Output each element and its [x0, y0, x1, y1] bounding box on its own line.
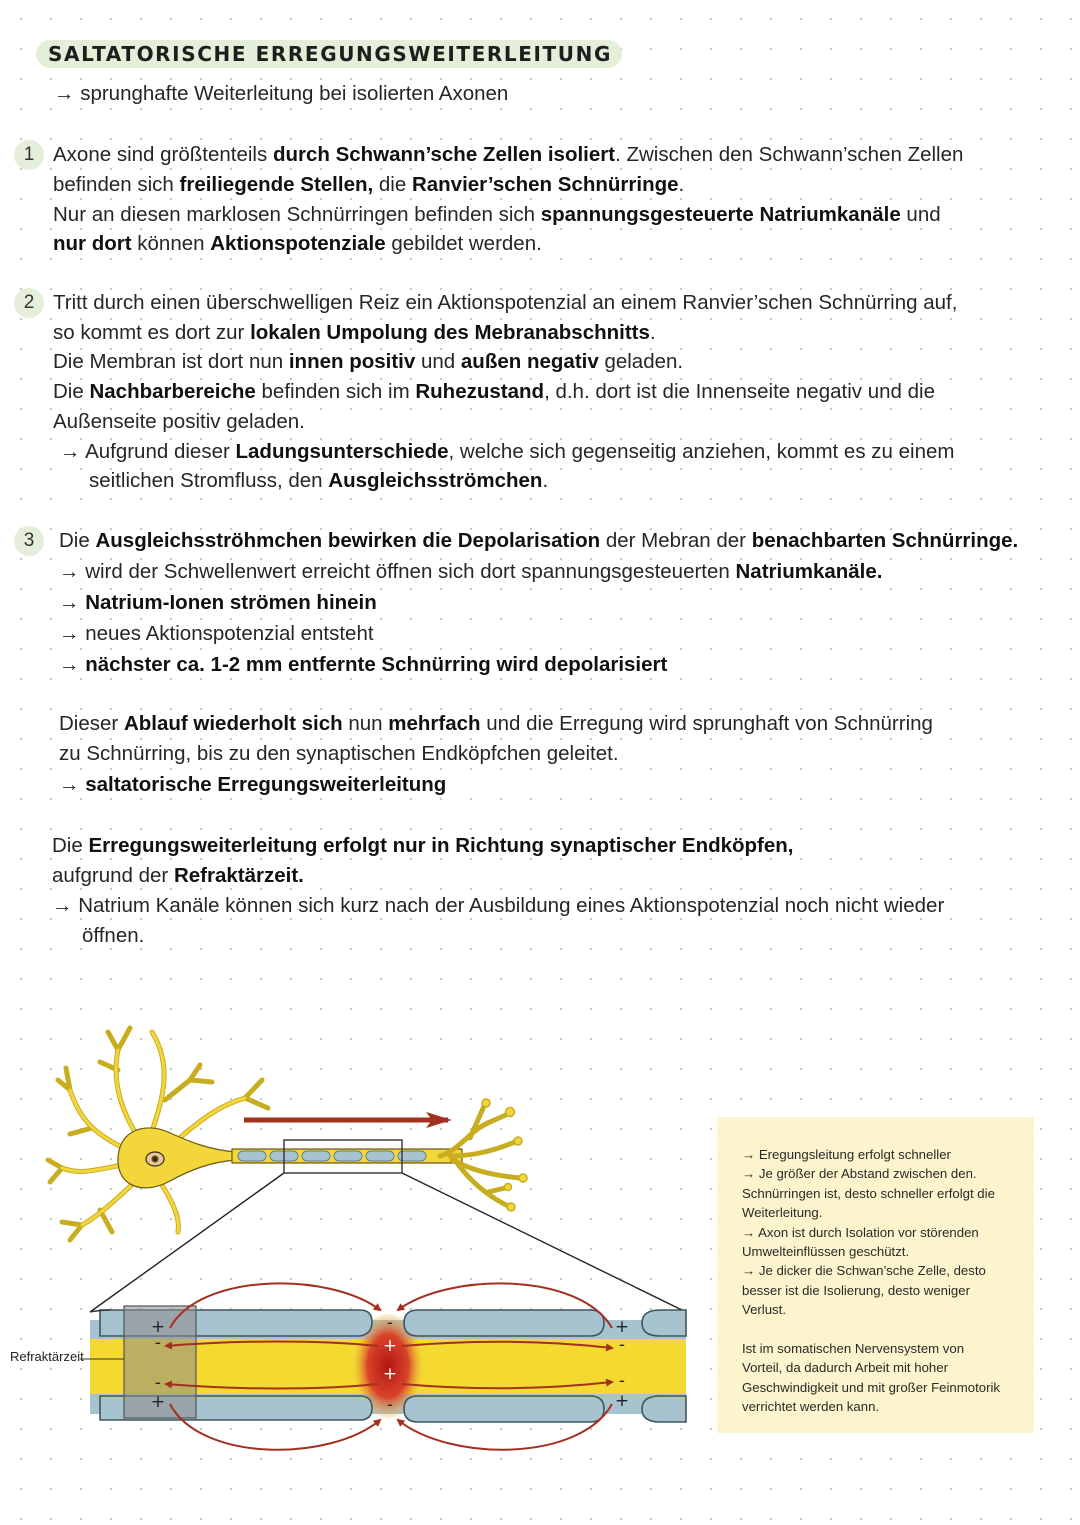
section-number-1: 1 — [14, 140, 44, 170]
section-2-line-4: Die Nachbarbereiche befinden sich im Ruhezustand, d.h. dort ist die Innenseite negativ und die — [53, 380, 935, 403]
info-line: Geschwindigkeit und mit großer Feinmotorik — [742, 1379, 1000, 1395]
svg-text:-: - — [618, 1371, 626, 1391]
section-4-line-3: → saltatorische Erregungsweiterleitung — [59, 773, 447, 796]
info-line: → Je dicker die Schwan’sche Zelle, desto — [742, 1263, 986, 1279]
svg-text:-: - — [386, 1313, 394, 1333]
info-line: → Axon ist durch Isolation vor störenden — [742, 1224, 979, 1240]
saltatory-conduction-figure — [0, 1010, 710, 1460]
section-3-line-3: → Natrium-Ionen strömen hinein — [59, 591, 377, 614]
svg-text:+: + — [382, 1336, 398, 1356]
neuron — [48, 1028, 527, 1240]
section-3-line-2: → wird der Schwellenwert erreicht öffnen sich dort spannungsgesteuerten Natriumkanäle. — [59, 560, 883, 583]
section-3-line-5: → nächster ca. 1-2 mm entfernte Schnürring wird depolarisiert — [59, 653, 668, 676]
section-2-line-3: Die Membran ist dort nun innen positiv und außen negativ geladen. — [53, 350, 684, 373]
section-1-line-3: Nur an diesen marklosen Schnürringen befinden sich spannungsgesteuerte Natriumkanäle und — [53, 203, 941, 226]
refractory-label: Refraktärzeit — [10, 1349, 84, 1364]
svg-text:+: + — [150, 1317, 166, 1337]
section-2-line-1: Tritt durch einen überschwelligen Reiz ein Aktionspotenzial an einem Ranvier’schen Schnürring auf, — [53, 291, 958, 314]
section-4-line-2: zu Schnürring, bis zu den synaptischen Endköpfchen geleitet. — [59, 742, 619, 765]
section-5-line-3: → Natrium Kanäle können sich kurz nach der Ausbildung eines Aktionspotenzial noch nicht wieder — [52, 894, 945, 917]
section-3-line-4: → neues Aktionspotenzial entsteht — [59, 622, 374, 645]
svg-text:+: + — [150, 1392, 166, 1412]
svg-text:-: - — [386, 1395, 394, 1415]
info-line: verrichtet werden kann. — [742, 1399, 880, 1415]
section-3-line-1: Die Ausgleichsströhmchen bewirken die Depolarisation der Mebran der benachbarten Schnürringe. — [59, 529, 1019, 552]
section-2-line-5: Außenseite positiv geladen. — [53, 410, 305, 433]
svg-text:-: - — [618, 1335, 626, 1355]
section-2-line-7: seitlichen Stromfluss, den Ausgleichsströmchen. — [89, 469, 549, 492]
svg-text:-: - — [154, 1373, 162, 1393]
info-line: Verlust. — [742, 1302, 786, 1318]
section-5-line-4: öffnen. — [82, 924, 145, 947]
info-line: → Eregungsleitung erfolgt schneller — [742, 1147, 951, 1162]
axon-detail — [80, 1283, 686, 1449]
section-1-line-1: Axone sind größtenteils durch Schwann’sche Zellen isoliert. Zwischen den Schwann’schen Zellen — [53, 143, 964, 166]
subtitle: → sprunghafte Weiterleitung bei isolierten Axonen — [54, 82, 509, 105]
info-line: → Je größer der Abstand zwischen den. — [742, 1166, 977, 1182]
svg-text:+: + — [382, 1364, 398, 1384]
svg-text:+: + — [614, 1317, 630, 1337]
info-line: Vorteil, da dadurch Arbeit mit hoher — [742, 1360, 948, 1376]
section-2-line-2: so kommt es dort zur lokalen Umpolung des Mebranabschnitts. — [53, 321, 656, 344]
info-line: besser ist die Isolierung, desto weniger — [742, 1282, 970, 1298]
section-4-line-1: Dieser Ablauf wiederholt sich nun mehrfach und die Erregung wird sprunghaft von Schnürring — [59, 712, 933, 735]
svg-text:-: - — [154, 1333, 162, 1353]
info-line: Ist im somatischen Nervensystem von — [742, 1341, 965, 1357]
section-number-2: 2 — [14, 288, 44, 318]
info-line: Umwelteinflüssen geschützt. — [742, 1244, 910, 1260]
section-1-line-2: befinden sich freiliegende Stellen, die Ranvier’schen Schnürringe. — [53, 173, 685, 196]
page-title: SALTATORISCHE ERREGUNGSWEITERLEITUNG — [36, 40, 622, 68]
info-line: Schnürringen ist, desto schneller erfolgt die — [742, 1185, 995, 1201]
section-2-line-6: → Aufgrund dieser Ladungsunterschiede, welche sich gegenseitig anziehen, kommt es zu einem — [60, 440, 955, 463]
info-line: Weiterleitung. — [742, 1205, 823, 1221]
section-number-3: 3 — [14, 526, 44, 556]
info-box — [717, 1117, 1034, 1433]
svg-text:+: + — [614, 1391, 630, 1411]
section-5-line-2: aufgrund der Refraktärzeit. — [52, 864, 304, 887]
section-5-line-1: Die Erregungsweiterleitung erfolgt nur in Richtung synaptischer Endköpfen, — [52, 834, 794, 857]
section-1-line-4: nur dort können Aktionspotenziale gebildet werden. — [53, 232, 542, 255]
